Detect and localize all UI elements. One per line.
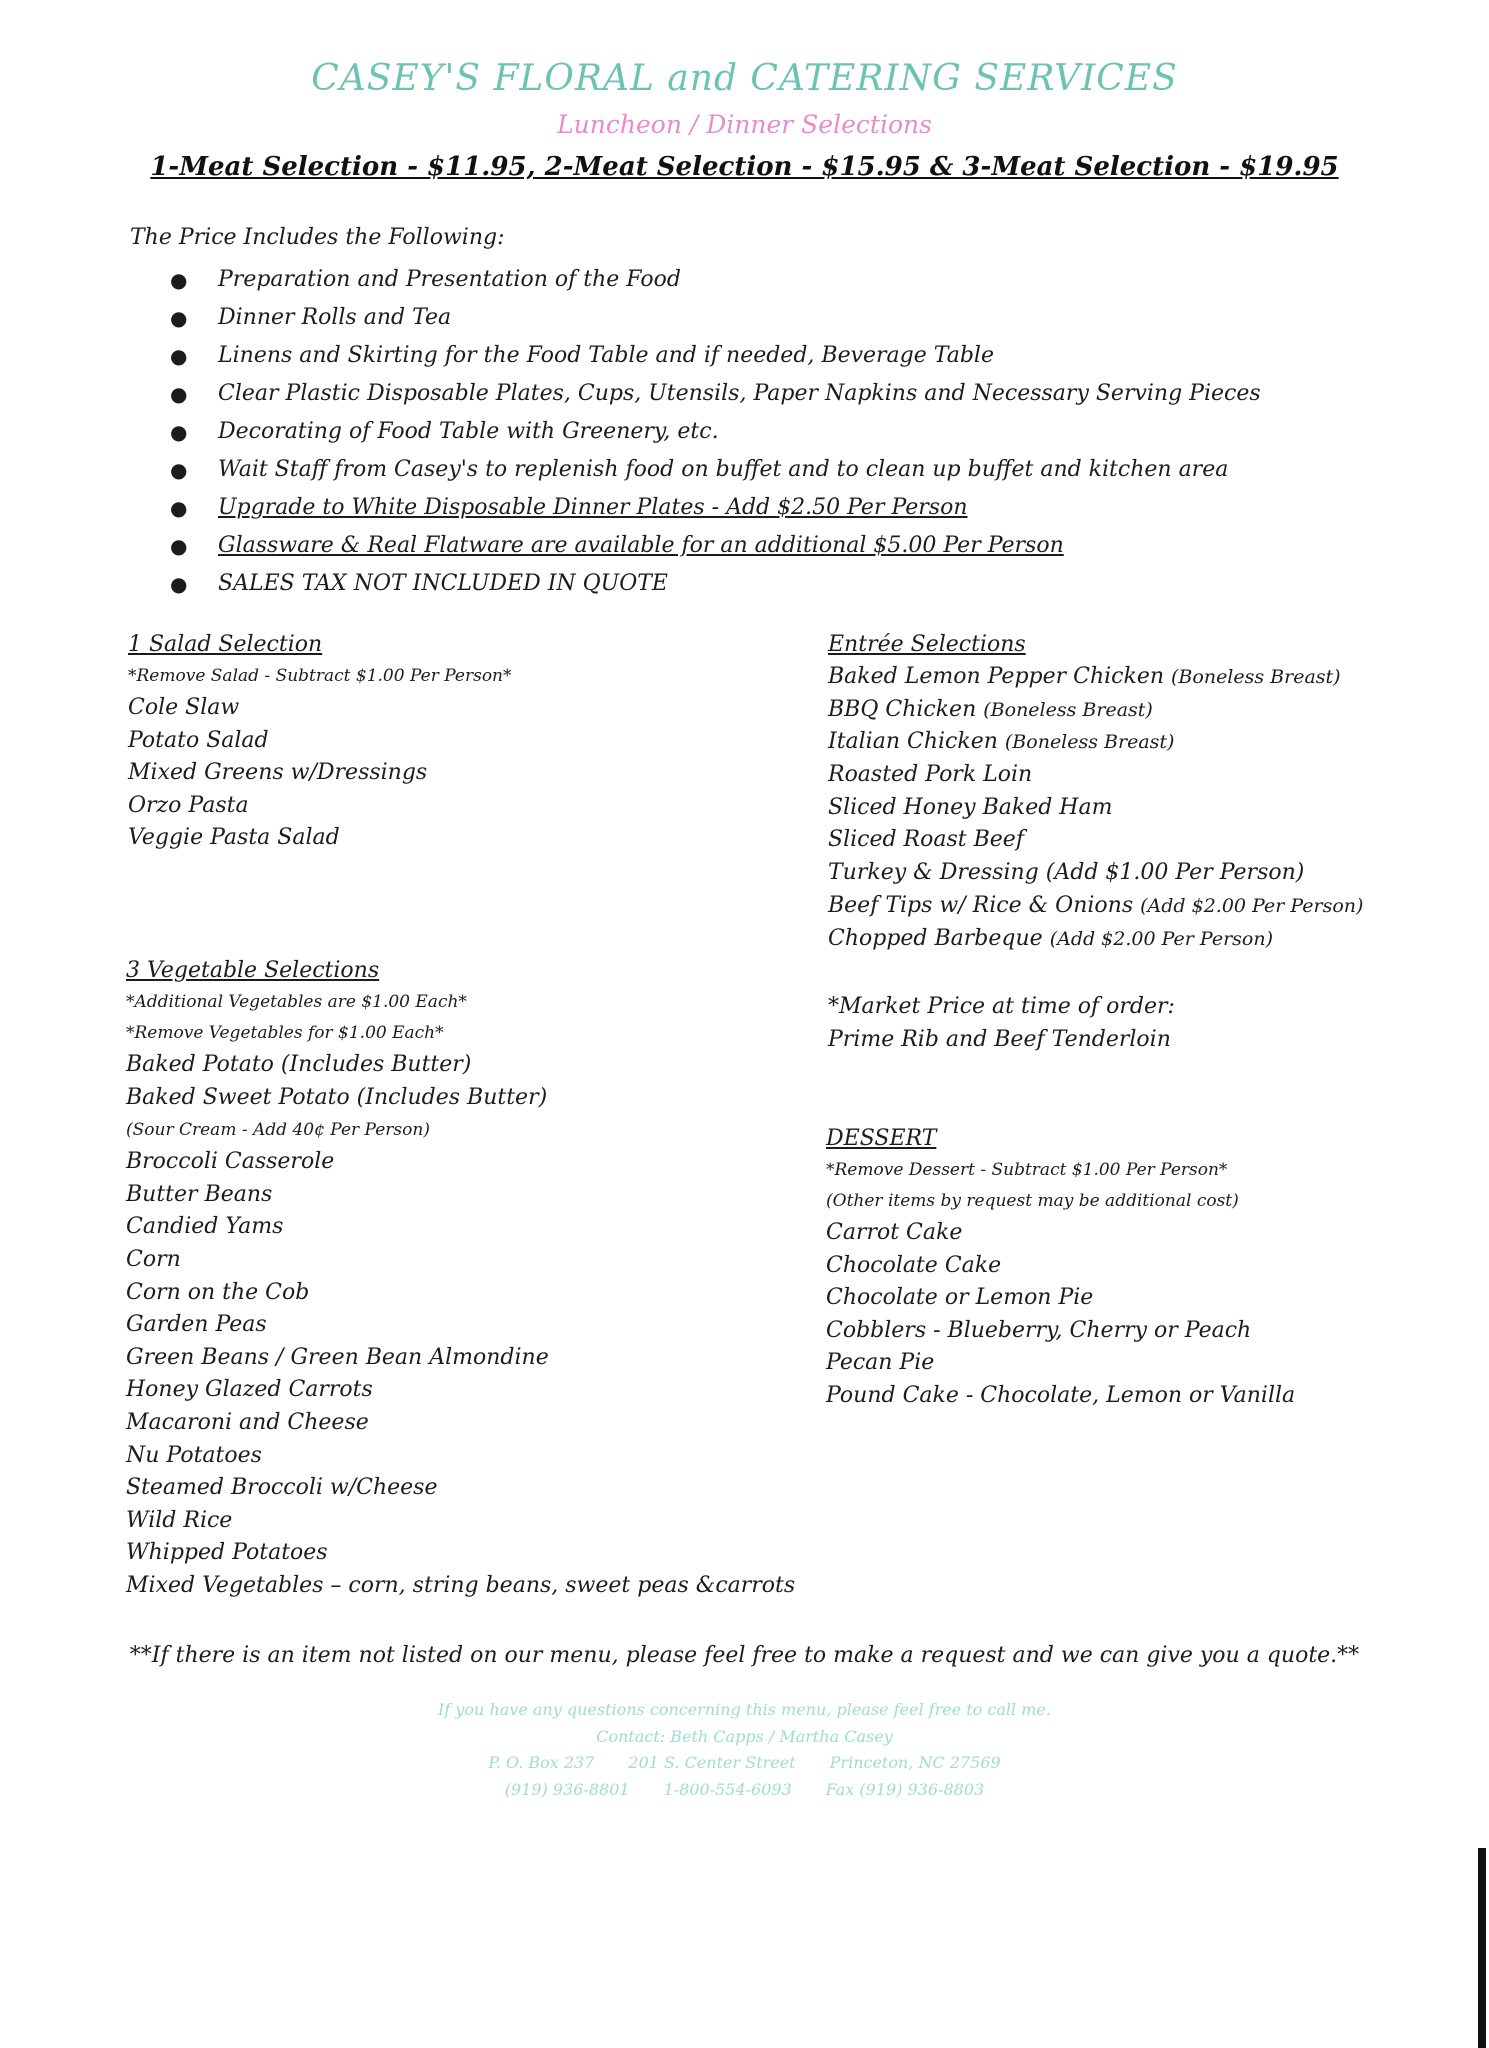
bullet-icon: ● [170,268,188,292]
list-item: Chocolate or Lemon Pie [826,1285,1094,1311]
entree-section [828,628,1363,955]
bullet-icon: ● [170,420,188,444]
list-item: Butter Beans [126,1181,273,1207]
market-price-note: *Market Price at time of order: [828,994,1175,1019]
market-price-section [828,990,1175,1056]
list-item: Candied Yams [126,1214,284,1240]
list-item: Wild Rice [126,1507,233,1533]
list-item: Macaroni and Cheese [126,1409,369,1435]
city-address: Princeton, NC 27569 [829,1753,1001,1772]
market-price-items: Prime Rib and Beef Tenderloin [828,1027,1171,1052]
bullet-icon: ● [170,306,188,330]
list-item: ● Glassware & Real Flatware are available for an additional $5.00 Per Person [170,527,1261,565]
list-item: ● Linens and Skirting for the Food Table and if needed, Beverage Table [170,337,1261,375]
vegetable-heading: 3 Vegetable Selections [126,958,380,983]
includes-list [170,261,1261,603]
list-item: Turkey & Dressing (Add $1.00 Per Person) [828,860,1305,886]
list-item: Chocolate Cake [826,1252,1002,1278]
street-address: 201 S. Center Street [628,1753,796,1772]
bullet-icon: ● [170,572,188,596]
list-item: ● SALES TAX NOT INCLUDED IN QUOTE [170,565,1261,603]
bullet-icon: ● [170,534,188,558]
list-item: Honey Glazed Carrots [126,1377,373,1403]
pricing-line: 1-Meat Selection - $11.95, 2-Meat Selection - $15.95 & 3-Meat Selection - $19.95 [150,152,1339,182]
bullet-icon: ● [170,458,188,482]
list-item: ● Decorating of Food Table with Greenery, etc. [170,413,1261,451]
list-item: Beef Tips w/ Rice & Onions (Add $2.00 Per Person) [828,892,1364,918]
list-item: Whipped Potatoes [126,1540,328,1566]
list-item: ● Clear Plastic Disposable Plates, Cups, Utensils, Paper Napkins and Necessary Serving Pieces [170,375,1261,413]
list-item: Mixed Vegetables – corn, string beans, sweet peas &carrots [126,1572,796,1598]
entree-heading: Entrée Selections [828,632,1026,657]
list-item: ● Upgrade to White Disposable Dinner Plates - Add $2.50 Per Person [170,489,1261,527]
list-item: Broccoli Casserole [126,1149,335,1175]
fax-number: Fax (919) 936-8803 [825,1779,985,1799]
list-item: Chopped Barbeque (Add $2.00 Per Person) [828,925,1274,951]
request-note: **If there is an item not listed on our menu, please feel free to make a request and we can give you a quote.** [129,1643,1360,1668]
bullet-icon: ● [170,496,188,520]
list-item: Steamed Broccoli w/Cheese [126,1475,438,1501]
list-item: Green Beans / Green Bean Almondine [126,1344,549,1370]
list-item: Pecan Pie [826,1350,935,1376]
list-item: Potato Salad [128,727,269,753]
contact-block [0,1697,1489,1803]
list-item: Carrot Cake [826,1220,963,1245]
list-item: Mixed Greens w/Dressings [128,760,428,786]
contact-phones [0,1777,1489,1804]
list-item: Pound Cake - Chocolate, Lemon or Vanilla [826,1382,1296,1408]
scan-edge-mark [1478,1848,1486,2048]
list-item: Cole Slaw [128,695,240,720]
contact-names: Contact: Beth Capps / Martha Casey [596,1726,893,1746]
bullet-icon: ● [170,382,188,406]
dessert-note: (Other items by request may be additional cost) [826,1191,1239,1211]
list-item: Corn [126,1246,181,1272]
list-item: Veggie Pasta Salad [128,825,340,851]
bullet-icon: ● [170,344,188,368]
contact-line: If you have any questions concerning this menu, please feel free to call me. [438,1700,1051,1719]
dessert-section [826,1122,1295,1413]
company-title: CASEY'S FLORAL and CATERING SERVICES [311,58,1178,99]
list-item: Corn on the Cob [126,1279,310,1305]
list-item: Garden Peas [126,1312,267,1338]
vegetable-note: *Remove Vegetables for $1.00 Each* [126,1023,444,1043]
sour-cream-note: (Sour Cream - Add 40¢ Per Person) [126,1120,430,1141]
tollfree-number: 1-800-554-6093 [663,1779,792,1799]
list-item: BBQ Chicken (Boneless Breast) [828,696,1153,722]
list-item: ● Wait Staff from Casey's to replenish food on buffet and to clean up buffet and kitchen area [170,451,1261,489]
list-item: Nu Potatoes [126,1442,262,1468]
dessert-note: *Remove Dessert - Subtract $1.00 Per Person* [826,1160,1228,1180]
list-item: Italian Chicken (Boneless Breast) [828,729,1175,755]
list-item: Sliced Roast Beef [828,827,1024,853]
list-item: Baked Potato (Includes Butter) [126,1052,472,1077]
vegetable-section [126,954,795,1603]
po-box: P. O. Box 237 [488,1753,595,1772]
list-item: Orzo Pasta [128,792,249,818]
list-item: ● Preparation and Presentation of the Food [170,261,1261,299]
list-item: Cobblers - Blueberry, Cherry or Peach [826,1317,1252,1343]
salad-heading: 1 Salad Selection [128,632,323,657]
salad-section [128,628,512,855]
list-item: Sliced Honey Baked Ham [828,794,1113,820]
list-item: Baked Lemon Pepper Chicken (Boneless Breast) [828,664,1341,689]
list-item: ● Dinner Rolls and Tea [170,299,1261,337]
menu-subtitle: Luncheon / Dinner Selections [557,110,932,139]
list-item: Roasted Pork Loin [828,762,1033,788]
vegetable-note: *Additional Vegetables are $1.00 Each* [126,992,467,1012]
phone-number: (919) 936-8801 [504,1779,630,1799]
includes-intro: The Price Includes the Following: [130,225,505,250]
salad-note: *Remove Salad - Subtract $1.00 Per Person* [128,666,512,686]
list-item: Baked Sweet Potato (Includes Butter) [126,1084,548,1110]
contact-address [0,1750,1489,1777]
dessert-heading: DESSERT [826,1126,937,1151]
